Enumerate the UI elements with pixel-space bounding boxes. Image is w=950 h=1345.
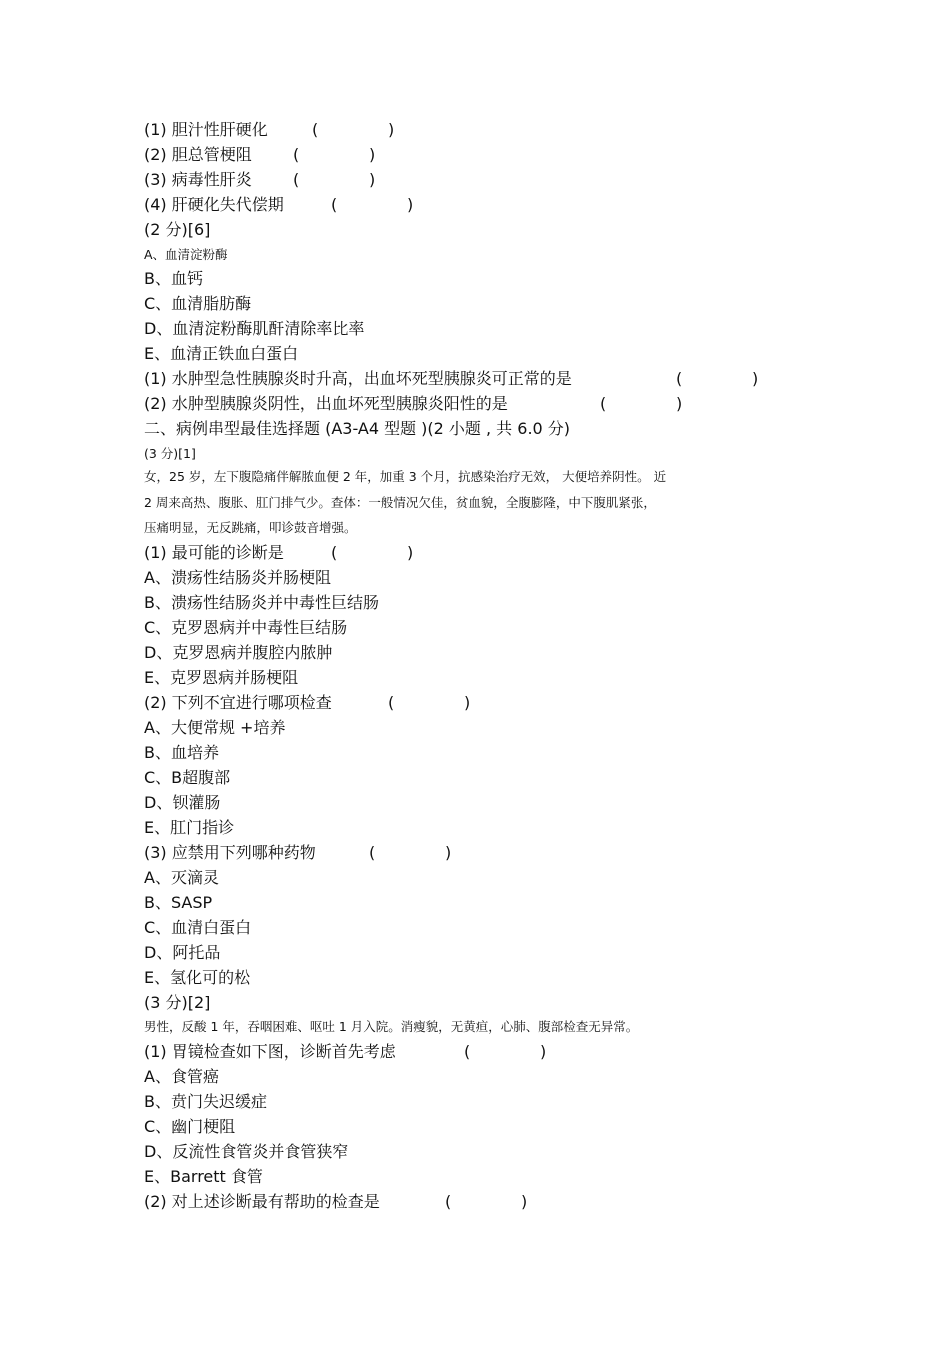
- option-line: D、克罗恩病并腹腔内脓肿: [144, 643, 333, 662]
- option-line: B、血培养: [144, 743, 219, 762]
- answer-open-paren: (: [600, 394, 607, 413]
- option-line: B、溃疡性结肠炎并中毒性巨结肠: [144, 593, 379, 612]
- answer-close-paren: ): [676, 394, 683, 413]
- option-line: C、血清脂肪酶: [144, 294, 252, 313]
- case-text-line: 压痛明显，无反跳痛，叩诊鼓音增强。: [144, 520, 357, 535]
- answer-close-paren: ): [407, 543, 414, 562]
- question-line: (2) 对上述诊断最有帮助的检查是 ( ): [144, 1192, 528, 1211]
- answer-close-paren: ): [464, 693, 471, 712]
- case-text-line: 2 周来高热、腹胀、肛门排气少。查体：一般情况欠佳，贫血貌，全腹膨隆，中下腹肌紧张，: [144, 495, 656, 510]
- option-line: C、B超腹部: [144, 768, 231, 787]
- option-line: A、食管癌: [144, 1067, 219, 1086]
- option-line: E、氢化可的松: [144, 968, 251, 987]
- answer-open-paren: (: [369, 843, 376, 862]
- option-line: B、贲门失迟缓症: [144, 1092, 267, 1111]
- option-line: A、灭滴灵: [144, 868, 219, 887]
- question-line: (1) 最可能的诊断是 ( ): [144, 543, 414, 562]
- answer-open-paren: (: [312, 120, 319, 139]
- option-line: D、钡灌肠: [144, 793, 221, 812]
- answer-open-paren: (: [464, 1042, 471, 1061]
- option-line: E、肛门指诊: [144, 818, 235, 837]
- question-line: (3) 应禁用下列哪种药物 ( ): [144, 843, 452, 862]
- option-line: E、Barrett 食管: [144, 1167, 263, 1186]
- answer-close-paren: ): [407, 195, 414, 214]
- option-line: D、血清淀粉酶肌酐清除率比率: [144, 319, 365, 338]
- question-line: (2) 胆总管梗阻 ( ): [144, 145, 376, 164]
- question-line: (1) 水肿型急性胰腺炎时升高，出血坏死型胰腺炎可正常的是 ( ): [144, 369, 759, 388]
- score-heading: (2 分)[6]: [144, 220, 211, 239]
- answer-close-paren: ): [540, 1042, 547, 1061]
- answer-open-paren: (: [676, 369, 683, 388]
- score-heading: (3 分)[1]: [144, 446, 196, 461]
- score-heading: (3 分)[2]: [144, 993, 211, 1012]
- question-line: (2) 水肿型胰腺炎阴性，出血坏死型胰腺炎阳性的是 ( ): [144, 394, 683, 413]
- answer-open-paren: (: [445, 1192, 452, 1211]
- answer-open-paren: (: [388, 693, 395, 712]
- case-text-line: 女，25 岁，左下腹隐痛伴解脓血便 2 年，加重 3 个月，抗感染治疗无效， 大便培养阴性。 近: [144, 469, 667, 484]
- case-text-line: 男性，反酸 1 年，吞咽困难、呕吐 1 月入院。消瘦貌，无黄疸，心肺、腹部检查无异常。: [144, 1019, 639, 1034]
- question-line: (1) 胆汁性肝硬化 ( ): [144, 120, 395, 139]
- answer-close-paren: ): [521, 1192, 528, 1211]
- question-line: (4) 肝硬化失代偿期 ( ): [144, 195, 414, 214]
- question-line: (3) 病毒性肝炎 ( ): [144, 170, 376, 189]
- option-line: D、阿托品: [144, 943, 221, 962]
- answer-open-paren: (: [331, 543, 338, 562]
- option-line: B、SASP: [144, 893, 213, 912]
- answer-close-paren: ): [369, 170, 376, 189]
- option-line: A、溃疡性结肠炎并肠梗阻: [144, 568, 331, 587]
- answer-close-paren: ): [388, 120, 395, 139]
- option-line: A、血清淀粉酶: [144, 247, 228, 262]
- option-line: B、血钙: [144, 269, 203, 288]
- answer-close-paren: ): [752, 369, 759, 388]
- option-line: A、大便常规 +培养: [144, 718, 286, 737]
- option-line: E、克罗恩病并肠梗阻: [144, 668, 299, 687]
- answer-close-paren: ): [445, 843, 452, 862]
- question-line: (2) 下列不宜进行哪项检查 ( ): [144, 693, 471, 712]
- option-line: C、血清白蛋白: [144, 918, 252, 937]
- answer-close-paren: ): [369, 145, 376, 164]
- section-heading: 二、病例串型最佳选择题 (A3-A4 型题 )(2 小题 , 共 6.0 分): [144, 419, 571, 438]
- answer-open-paren: (: [331, 195, 338, 214]
- answer-open-paren: (: [293, 170, 300, 189]
- option-line: C、幽门梗阻: [144, 1117, 236, 1136]
- answer-open-paren: (: [293, 145, 300, 164]
- option-line: C、克罗恩病并中毒性巨结肠: [144, 618, 348, 637]
- option-line: D、反流性食管炎并食管狭窄: [144, 1142, 349, 1161]
- option-line: E、血清正铁血白蛋白: [144, 344, 299, 363]
- question-line: (1) 胃镜检查如下图，诊断首先考虑 ( ): [144, 1042, 547, 1061]
